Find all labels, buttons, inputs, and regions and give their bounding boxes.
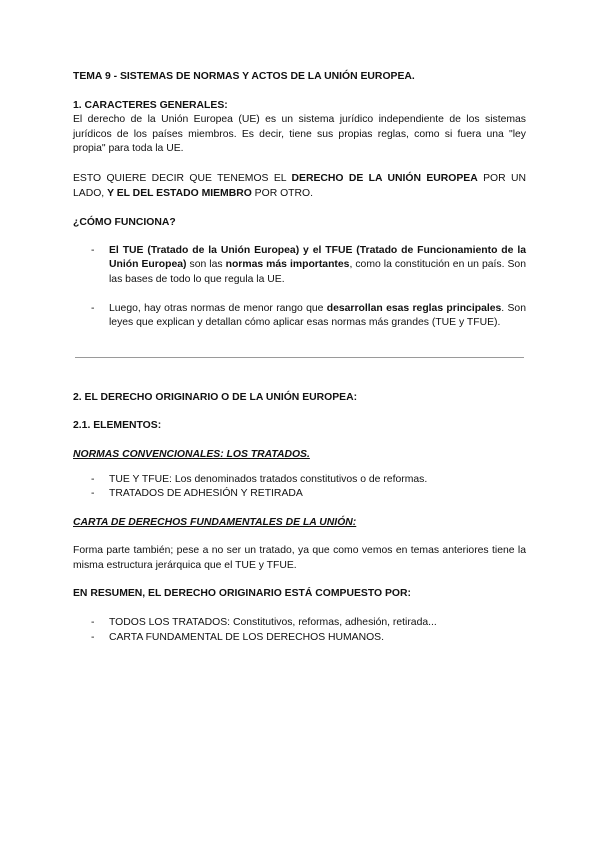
section-2-heading: 2. EL DERECHO ORIGINARIO O DE LA UNIÓN EUROPEA: [73,391,358,403]
bullet-bold: El TUE (Tratado de la Unión Europea) y el TFUE (Tratado de Funcionamiento de la Unión Europea) [109,244,526,271]
section-2-1-heading: 2.1. ELEMENTOS: [73,420,162,432]
dash-bullet: - [91,244,95,256]
section-1-heading: 1. CARACTERES GENERALES: [73,99,228,111]
normas-list [73,473,526,502]
carta-paragraph: Forma parte también; pese a no ser un tratado, ya que como vemos en temas anteriores tiene la misma estructura jerárquica que el TUE y TFUE. [73,545,526,571]
dash-bullet: - [91,473,95,485]
caps-text: ESTO QUIERE DECIR QUE TENEMOS EL [73,172,292,184]
document-title: TEMA 9 - SISTEMAS DE NORMAS Y ACTOS DE LA UNIÓN EUROPEA. [73,71,415,82]
spacer [73,201,526,216]
normas-heading: NORMAS CONVENCIONALES: LOS TRATADOS. [73,448,310,460]
bullet-bold: desarrollan esas reglas principales [326,302,502,314]
horizontal-divider [75,357,524,358]
list-item [73,244,526,288]
bullet-text: son las [186,259,226,271]
spacer [73,602,526,616]
bullet-bold: normas más importantes [225,259,350,271]
spacer [73,434,526,448]
caps-bold: DERECHO DE LA UNIÓN EUROPEA [291,172,478,184]
bullet-text: Luego, hay otras normas de menor rango que [109,302,327,314]
summary-list [73,616,526,645]
document-body [73,70,526,645]
how-it-works-heading: ¿CÓMO FUNCIONA? [73,217,176,229]
list-item [73,473,526,488]
summary-heading: EN RESUMEN, EL DERECHO ORIGINARIO ESTÁ COMPUESTO POR: [73,588,411,600]
list-item-text: TRATADOS DE ADHESIÓN Y RETIRADA [109,488,303,500]
list-item [73,487,526,502]
carta-heading: CARTA DE DERECHOS FUNDAMENTALES DE LA UNIÓN: [73,516,357,528]
dash-bullet: - [91,631,95,643]
spacer [73,530,526,544]
list-item [73,302,526,331]
caps-bold: Y EL DEL ESTADO MIEMBRO [107,187,252,199]
list-item-text: CARTA FUNDAMENTAL DE LOS DERECHOS HUMANOS. [109,631,385,643]
section-1-intro: El derecho de la Unión Europea (UE) es un sistema jurídico independiente de los sistemas jurídicos de los países miembros. Es decir, tiene sus propias reglas, como si fuera una "ley propia" para toda la UE. [73,114,526,155]
dash-bullet: - [91,488,95,500]
list-item-text: TODOS LOS TRATADOS: Constitutivos, reformas, adhesión, retirada... [109,617,437,629]
spacer [73,502,526,516]
spacer [73,157,526,172]
how-it-works-list [73,244,526,331]
caps-text: POR UN LADO, [73,172,526,199]
spacer [73,573,526,587]
list-item [73,631,526,646]
dash-bullet: - [91,302,95,314]
spacer [73,231,526,244]
caps-text: POR OTRO. [251,187,313,199]
spacer [73,405,526,419]
list-item [73,616,526,631]
list-item-text: TUE Y TFUE: Los denominados tratados constitutivos o de reformas. [109,473,428,485]
section-1-caps-paragraph [73,172,526,201]
bullet-text: , como la constitución en un país. Son las bases de todo lo que regula la UE. [109,259,526,285]
bullet-text: . Son leyes que explican y detallan cómo aplicar esas normas más grandes (TUE y TFUE). [109,302,526,329]
spacer [73,463,526,473]
dash-bullet: - [91,617,95,629]
